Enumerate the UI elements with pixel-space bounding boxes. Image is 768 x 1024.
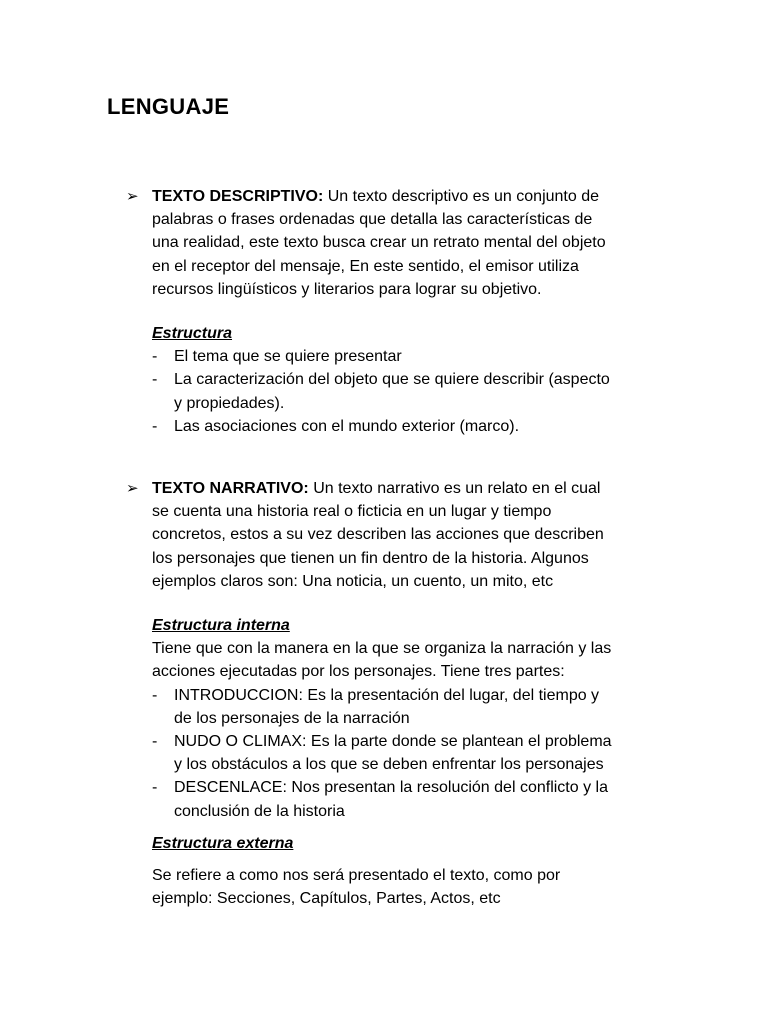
descriptivo-line-1: palabras o frases ordenadas que detalla las características de xyxy=(152,211,593,229)
list-item-text: El tema que se quiere presentar xyxy=(174,348,402,366)
descriptivo-heading: TEXTO DESCRIPTIVO: xyxy=(152,188,324,205)
dash-bullet: - xyxy=(152,686,158,704)
narrativo-first-line xyxy=(126,477,666,500)
arrow-bullet-icon: ➢ xyxy=(126,188,139,205)
list-item xyxy=(126,415,666,438)
list-item xyxy=(126,368,666,414)
dash-bullet: - xyxy=(152,779,158,797)
list-item xyxy=(126,684,666,730)
list-item xyxy=(126,345,666,368)
section-texto-descriptivo xyxy=(126,185,666,438)
narrativo-internal-intro-1: Tiene que con la manera en la que se organiza la narración y las xyxy=(152,640,612,658)
list-item-text-cont: y propiedades). xyxy=(174,394,285,412)
narrativo-line-3: los personajes que tienen un fin dentro de la historia. Algunos xyxy=(152,549,589,567)
list-item-text: La caracterización del objeto que se quiere describir (aspecto xyxy=(174,371,610,389)
dash-bullet: - xyxy=(152,733,158,751)
arrow-bullet-icon: ➢ xyxy=(126,480,139,497)
dash-bullet: - xyxy=(152,371,158,389)
narrativo-heading: TEXTO NARRATIVO: xyxy=(152,480,309,497)
descriptivo-line-2: una realidad, este texto busca crear un retrato mental del objeto xyxy=(152,234,606,252)
section-texto-narrativo xyxy=(126,477,666,910)
list-item-text-cont: conclusión de la historia xyxy=(174,802,345,820)
descriptivo-line-0: Un texto descriptivo es un conjunto de xyxy=(323,188,599,205)
list-item xyxy=(126,730,666,776)
list-item xyxy=(126,776,666,822)
narrativo-line-4: ejemplos claros son: Una noticia, un cuento, un mito, etc xyxy=(152,572,554,590)
narrativo-line-0: Un texto narrativo es un relato en el cual xyxy=(308,480,601,497)
list-item-text: NUDO O CLIMAX: Es la parte donde se plantean el problema xyxy=(174,733,612,751)
narrativo-external-heading: Estructura externa xyxy=(152,834,294,852)
descriptivo-line-3: en el receptor del mensaje, En este sentido, el emisor utiliza xyxy=(152,257,579,275)
narrativo-line-1: se cuenta una historia real o ficticia en un lugar y tiempo xyxy=(152,503,552,521)
descriptivo-first-line xyxy=(126,185,666,208)
list-item-text-cont: y los obstáculos a los que se deben enfrentar los personajes xyxy=(174,756,604,774)
descriptivo-line-4: recursos lingüísticos y literarios para lograr su objetivo. xyxy=(152,280,542,298)
narrativo-internal-heading: Estructura interna xyxy=(152,617,290,635)
descriptivo-structure-heading: Estructura xyxy=(152,325,233,343)
dash-bullet: - xyxy=(152,417,158,435)
narrativo-internal-intro-2: acciones ejecutadas por los personajes. Tiene tres partes: xyxy=(152,663,565,681)
list-item-text: Las asociaciones con el mundo exterior (marco). xyxy=(174,417,520,435)
list-item-text: INTRODUCCION: Es la presentación del lugar, del tiempo y xyxy=(174,686,600,704)
narrativo-internal-list xyxy=(126,684,666,823)
narrativo-external-text-1: Se refiere a como nos será presentado el texto, como por xyxy=(152,867,561,885)
list-item-text-cont: de los personajes de la narración xyxy=(174,709,410,727)
document-title: LENGUAJE xyxy=(107,94,230,119)
list-item-text: DESCENLACE: Nos presentan la resolución del conflicto y la xyxy=(174,779,608,797)
narrativo-external-text-2: ejemplo: Secciones, Capítulos, Partes, Actos, etc xyxy=(152,890,501,908)
dash-bullet: - xyxy=(152,348,158,366)
narrativo-line-2: concretos, estos a su vez describen las acciones que describen xyxy=(152,526,604,544)
descriptivo-structure-list xyxy=(126,345,666,438)
